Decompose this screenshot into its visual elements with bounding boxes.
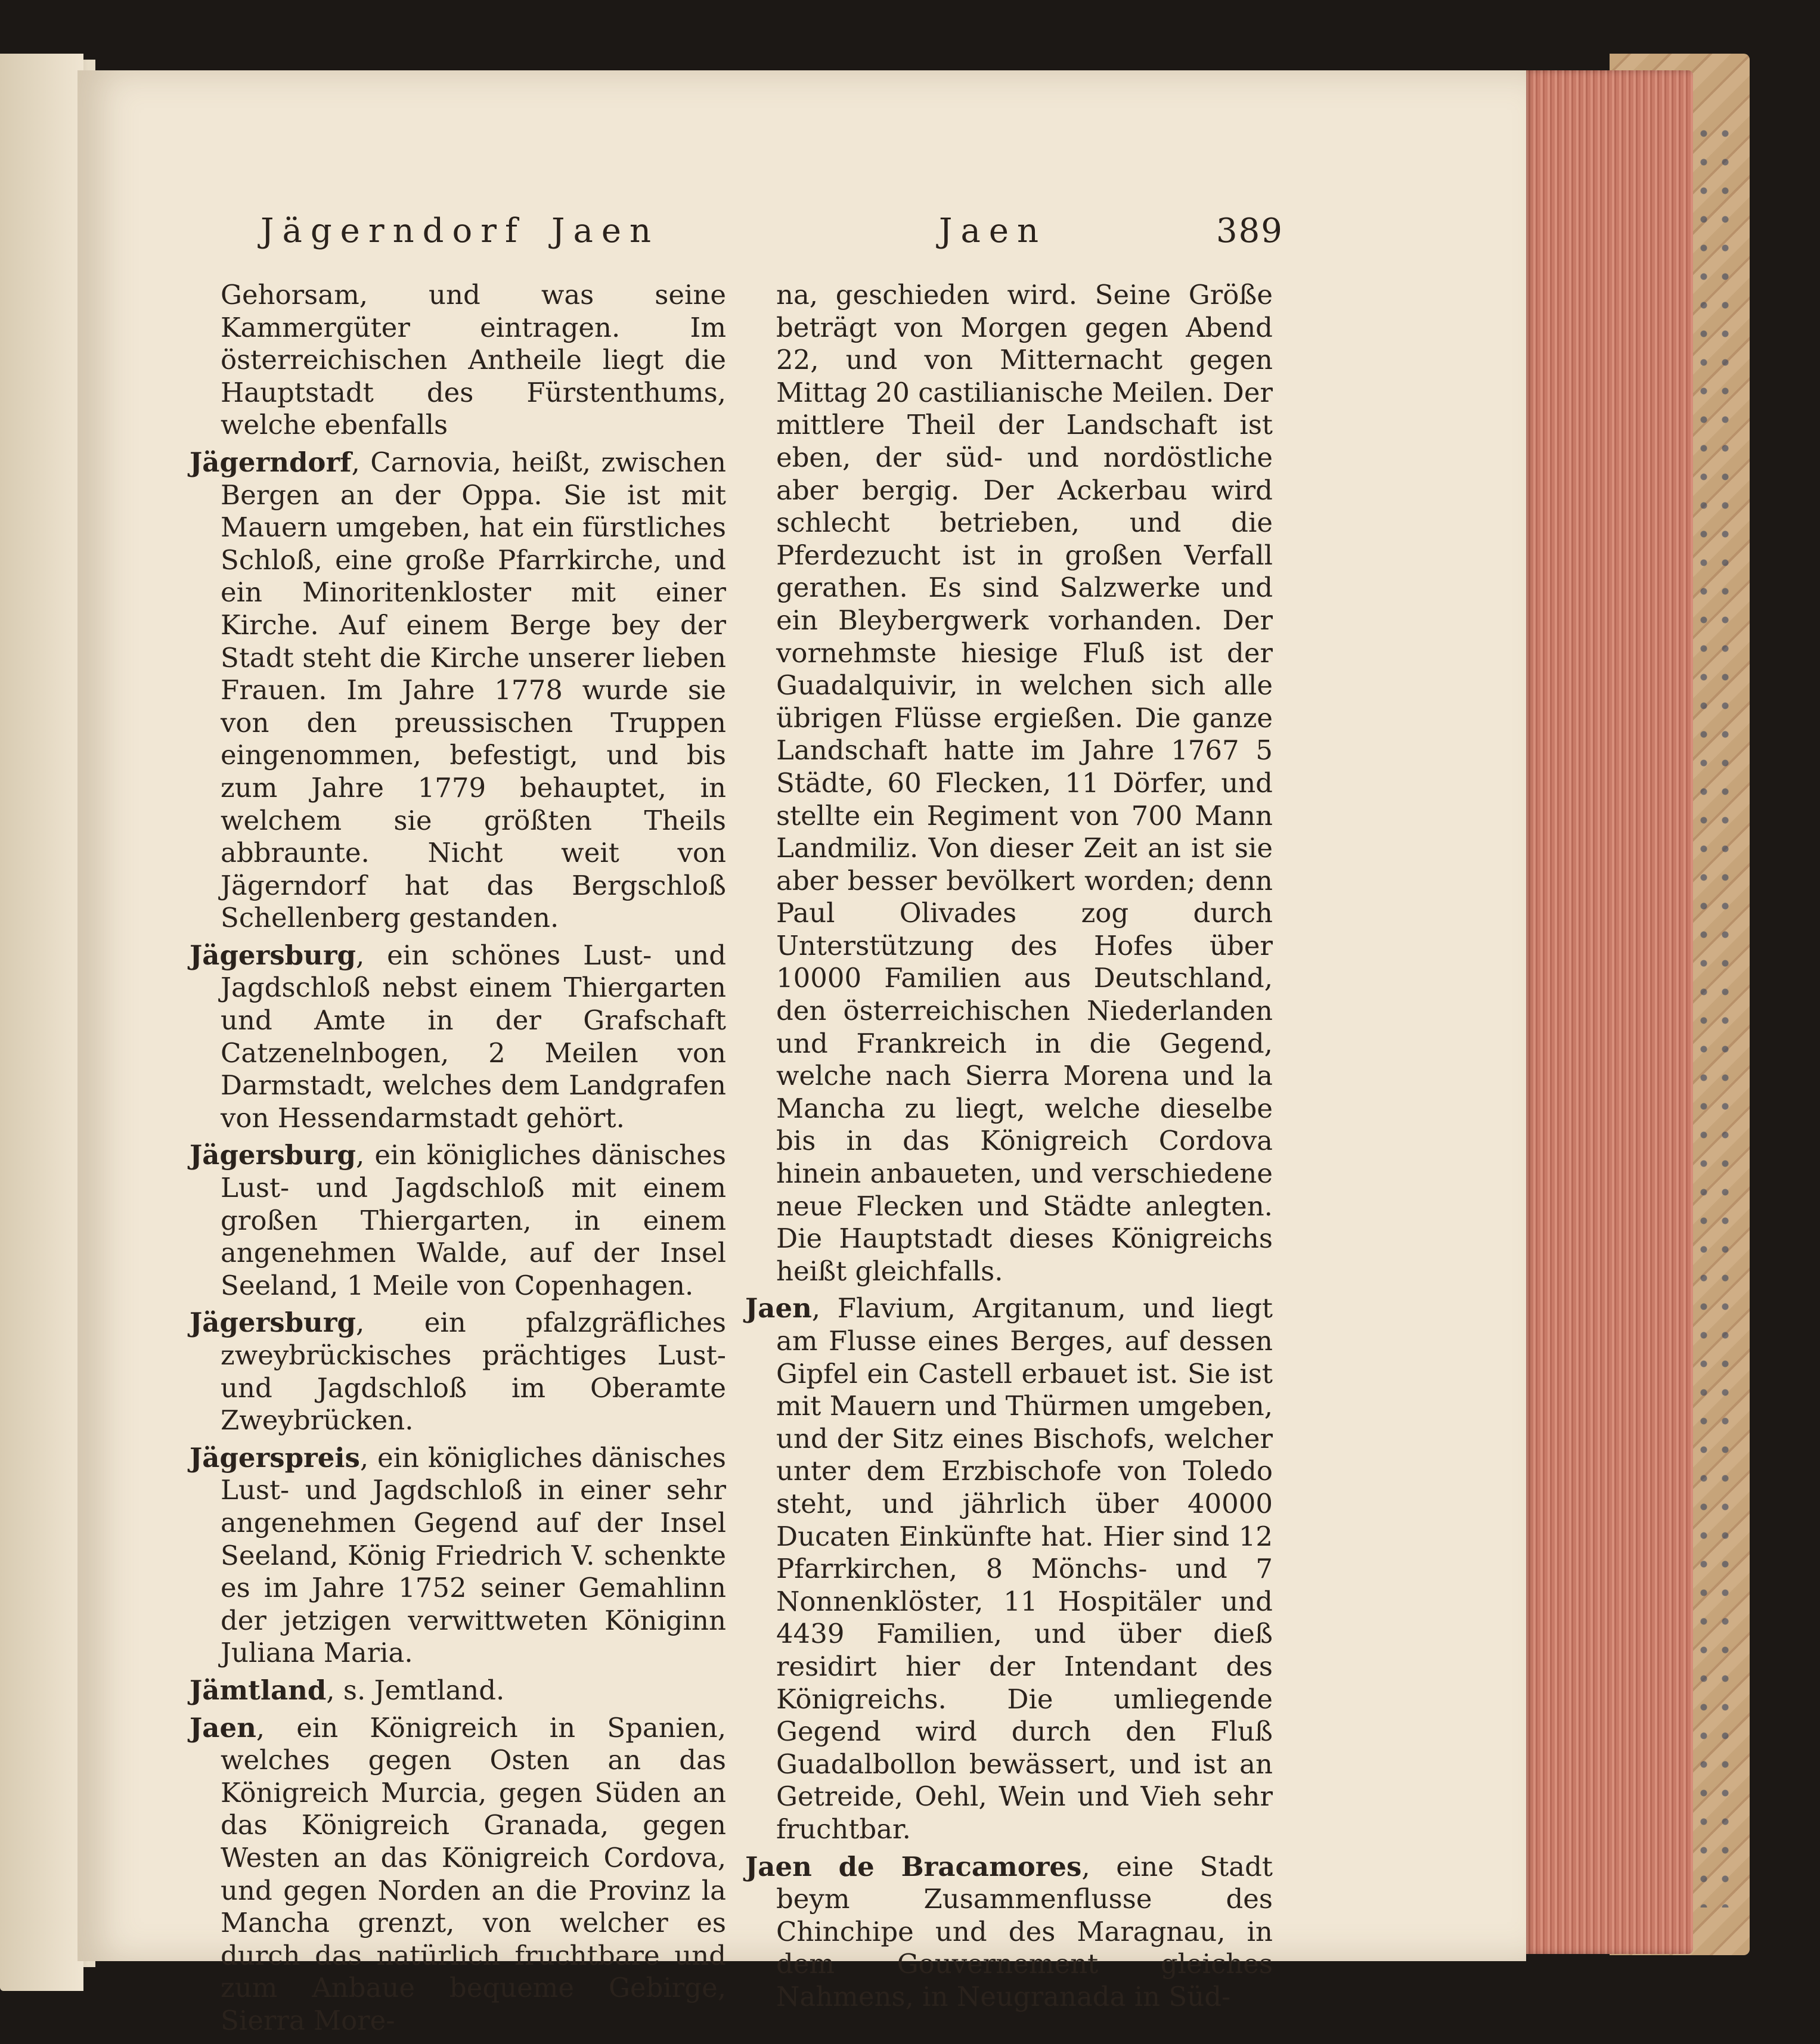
entry (190, 1442, 726, 1670)
entry (745, 279, 1273, 1288)
entry (190, 1139, 726, 1302)
right-column (745, 279, 1273, 2018)
entry-lemma: Jägersburg (190, 1139, 356, 1171)
entry-lemma: Jägersburg (190, 1307, 356, 1339)
entry (745, 1851, 1273, 2014)
entry-lemma: Jaen (745, 1292, 812, 1325)
entry (745, 1292, 1273, 1846)
entry-text: , ein Königreich in Spanien, welches gegen Osten an das Königreich Murcia, gegen Süden an das Königreich Granada, gegen Westen an das Königreich Cordova, und gegen Norden an die Provinz la Mancha grenzt, von welcher es durch das natürlich fruchtbare und zum Anbaue bequeme Gebirge, Sierra More- (221, 1711, 726, 2036)
entry (190, 446, 726, 935)
entry (190, 1674, 726, 1707)
entry-text: , Carnovia, heißt, zwischen Bergen an der Oppa. Sie ist mit Mauern umgeben, hat ein fürstliches Schloß, eine große Pfarrkirche, und ein Minoritenkloster mit einer Kirche. Auf einem Berge bey der Stadt steht die Kirche unserer lieben Frauen. Im Jahre 1778 wurde sie von den preussischen Truppen eingenommen, befestigt, und bis zum Jahre 1779 behauptet, in welchem sie größten Theils abbraunte. Nicht weit von Jägerndorf hat das Bergschloß Schellenberg gestanden. (221, 446, 726, 934)
entry-lemma: Jaen de Bracamores (745, 1850, 1082, 1882)
red-page-edges (1523, 70, 1693, 1954)
entry (190, 1307, 726, 1437)
left-catchword: Jägerndorf (261, 212, 526, 250)
right-catchword: Jaen (939, 212, 1047, 250)
entry-lemma: Jägerspreis (190, 1441, 360, 1474)
entry-text: na, geschieden wird. Seine Größe beträgt von Morgen gegen Abend 22, und von Mitternacht gegen Mittag 20 castilianische Meilen. Der mittlere Theil der Landschaft ist eben, der süd- und nordöstliche aber bergig. Der Ackerbau wird schlecht betrieben, und die Pferdezucht ist in großen Verfall gerathen. Es sind Salzwerke und ein Bleybergwerk vorhanden. Der vornehmste hiesige Fluß ist der Guadalquivir, in welchen sich alle übrigen Flüsse ergießen. Die ganze Landschaft hatte im Jahre 1767 5 Städte, 60 Flecken, 11 Dörfer, und stellte ein Regiment von 700 Mann Landmiliz. Von dieser Zeit an ist sie aber besser bevölkert worden; denn Paul Olivades zog durch Unterstützung des Hofes über 10000 Familien aus Deutschland, den österreichischen Niederlanden und Frankreich in die Gegend, welche nach Sierra Morena und la Mancha zu liegt, welche dieselbe bis in das Königreich Cordova hinein anbaueten, und verschiedene neue Flecken und Städte anlegten. Die Hauptstadt dieses Königreichs heißt gleichfalls. (776, 279, 1273, 1287)
entry-lemma: Jaen (190, 1711, 256, 1744)
left-column (190, 279, 726, 2042)
entry-text: , eine Stadt beym Zusammenflusse des Chinchipe und des Maragnau, in dem Gouvernement gleiches Nahmens, in Neugranada in Süd- (776, 1850, 1273, 2012)
entry-text: , ein königliches dänisches Lust- und Jagdschloß in einer sehr angenehmen Gegend auf der Insel Seeland, König Friedrich V. schenkte es im Jahre 1752 seiner Gemahlinn der jetzigen verwittweten Königinn Juliana Maria. (221, 1441, 726, 1669)
entry (190, 1712, 726, 2037)
left-page-edge (0, 54, 83, 1991)
entry-text: , ein pfalzgräfliches zweybrückisches prächtiges Lust- und Jagdschloß im Oberamte Zweybrücken. (221, 1307, 726, 1437)
entry-lemma: Jägerndorf (190, 446, 352, 478)
entry-text: , Flavium, Argitanum, und liegt am Flusse eines Berges, auf dessen Gipfel ein Castell erbauet ist. Sie ist mit Mauern und Thürmen umgeben, und der Sitz eines Bischofs, welcher unter dem Erzbischofe von Toledo steht, und jährlich über 40000 Ducaten Einkünfte hat. Hier sind 12 Pfarrkirchen, 8 Mönchs- und 7 Nonnenklöster, 11 Hospitäler und 4439 Familien, und über dieß residirt hier der Intendant des Königreichs. Die umliegende Gegend wird durch den Fluß Guadalbollon bewässert, und ist an Getreide, Oehl, Wein und Vieh sehr fruchtbar. (776, 1292, 1273, 1845)
entry-text: , ein schönes Lust- und Jagdschloß nebst einem Thiergarten und Amte in der Grafschaft Catzenelnbogen, 2 Meilen von Darmstadt, welches dem Landgrafen von Hessendarmstadt gehört. (221, 939, 726, 1134)
entry-text: , s. Jemtland. (326, 1674, 505, 1706)
page-number: 389 (1216, 212, 1283, 250)
entry-text: , ein königliches dänisches Lust- und Jagdschloß mit einem großen Thiergarten, in einem angenehmen Walde, auf der Insel Seeland, 1 Meile von Copenhagen. (221, 1139, 726, 1301)
entry-text: Gehorsam, und was seine Kammergüter eintragen. Im österreichischen Antheile liegt die Hauptstadt des Fürstenthums, welche ebenfalls (221, 279, 726, 441)
entry (190, 279, 726, 442)
entry (190, 939, 726, 1135)
marbled-cover-pattern (1693, 119, 1741, 1907)
entry-lemma: Jämtland (190, 1674, 327, 1706)
center-catchword: Jaen (551, 212, 660, 250)
entry-lemma: Jägersburg (190, 939, 356, 971)
